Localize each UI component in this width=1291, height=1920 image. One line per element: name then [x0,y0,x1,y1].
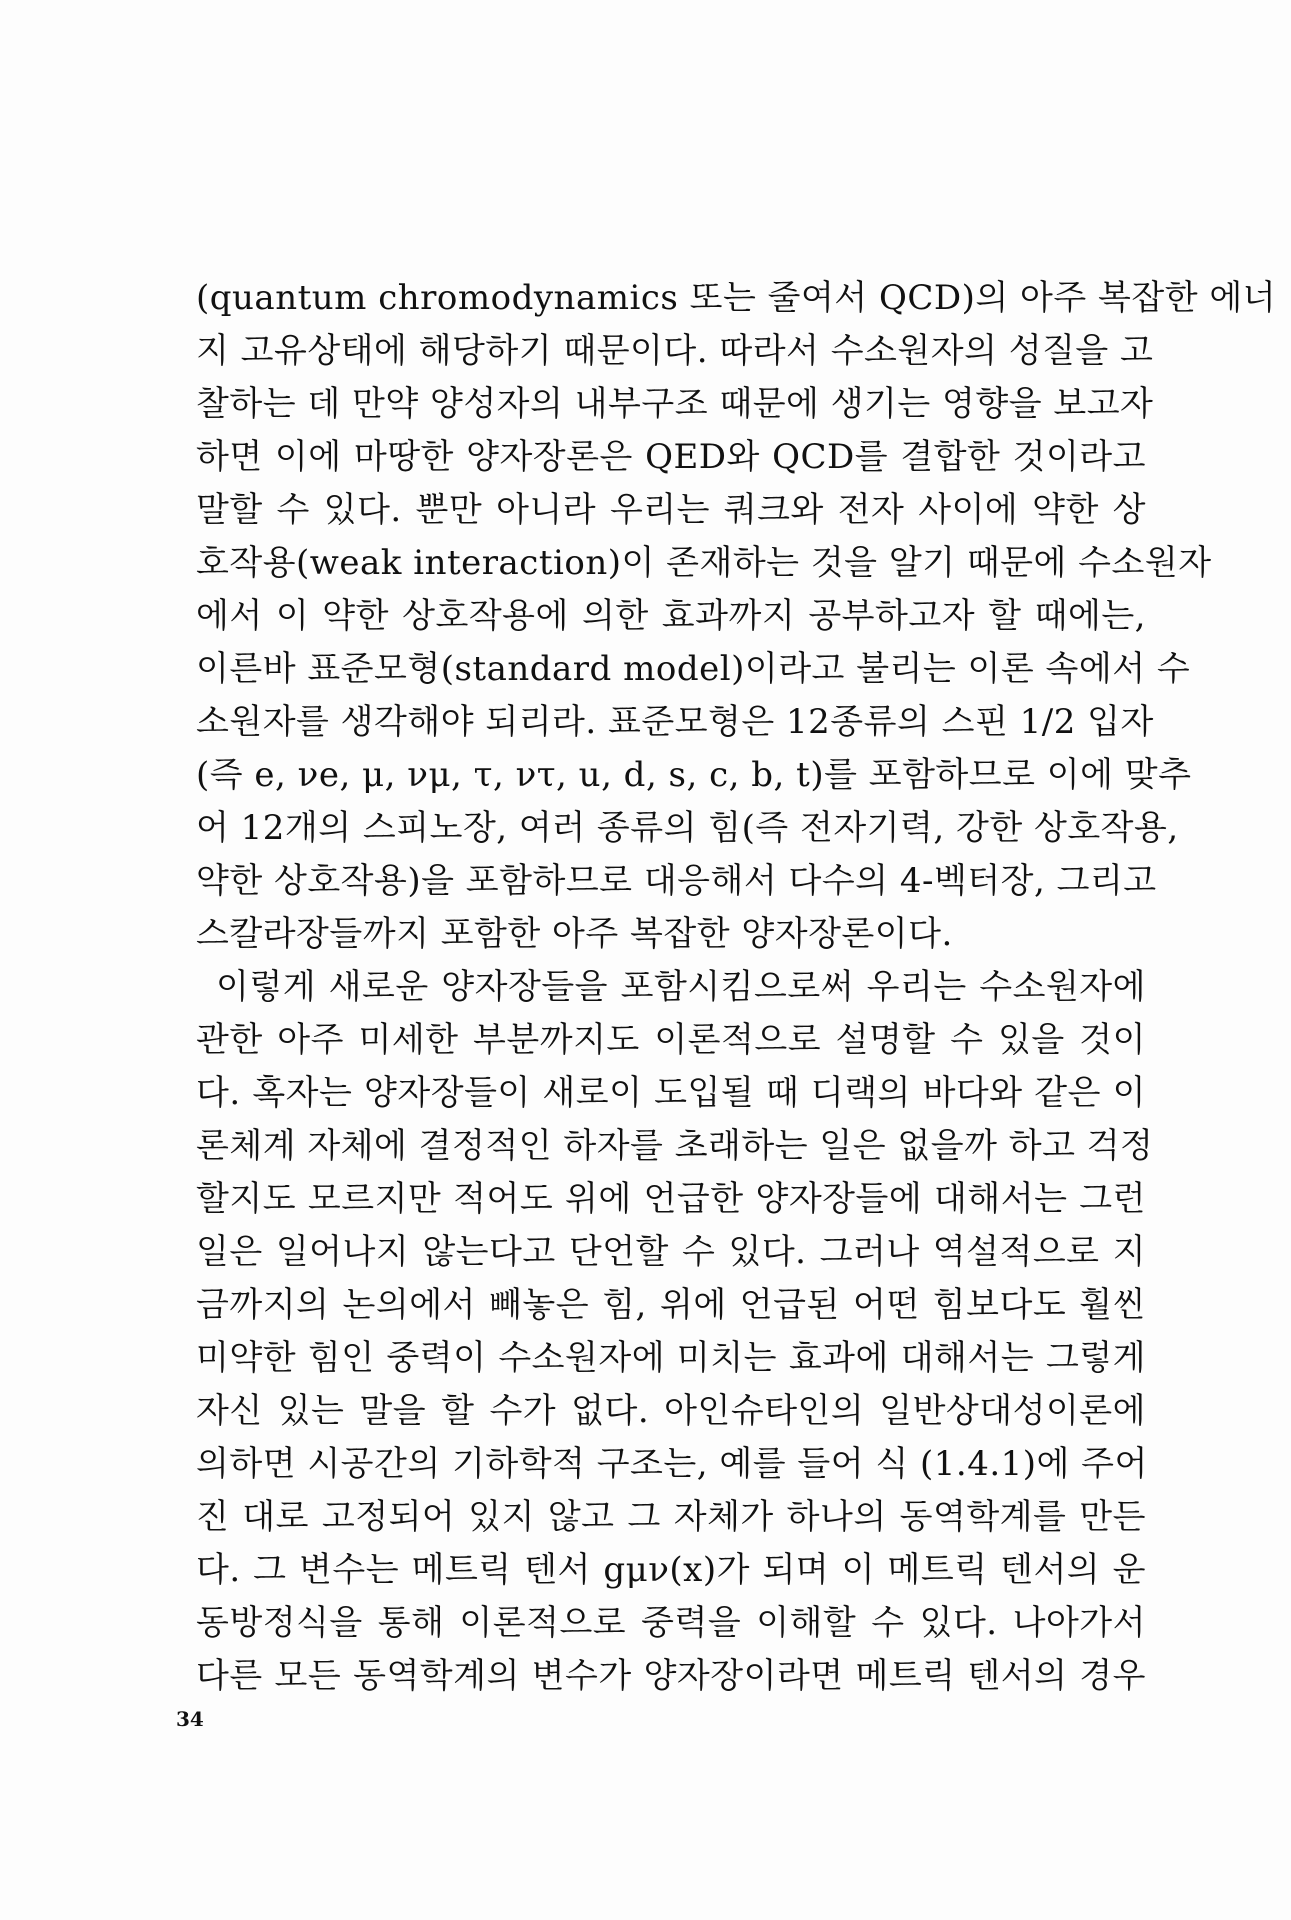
text-line: 호작용(weak interaction)이 존재하는 것을 알기 때문에 수소원자 [196,543,1212,583]
text-line: 소원자를 생각해야 되리라. 표준모형은 12종류의 스핀 1/2 입자 [196,702,1154,742]
page-number: 34 [176,1707,204,1731]
text-line: 관한 아주 미세한 부분까지도 이론적으로 설명할 수 있을 것이 [196,1020,1146,1060]
text-line: 말할 수 있다. 뿐만 아니라 우리는 쿼크와 전자 사이에 약한 상 [196,490,1146,530]
text-line: 일은 일어나지 않는다고 단언할 수 있다. 그러나 역설적으로 지 [196,1232,1146,1272]
text-line: 이렇게 새로운 양자장들을 포함시킴으로써 우리는 수소원자에 [216,967,1146,1007]
text-line: 스칼라장들까지 포함한 아주 복잡한 양자장론이다. [196,914,953,954]
text-line: (즉 e, νe, μ, νμ, τ, ντ, u, d, s, c, b, t)를 포함하므로 이에 맞추 [196,755,1192,795]
text-line: 에서 이 약한 상호작용에 의한 효과까지 공부하고자 할 때에는, [196,596,1146,636]
text-line: 동방정식을 통해 이론적으로 중력을 이해할 수 있다. 나아가서 [196,1603,1146,1643]
text-line: 다른 모든 동역학계의 변수가 양자장이라면 메트릭 텐서의 경우 [196,1656,1146,1696]
text-line: 할지도 모르지만 적어도 위에 언급한 양자장들에 대해서는 그런 [196,1179,1146,1219]
text-line: 찰하는 데 만약 양성자의 내부구조 때문에 생기는 영향을 보고자 [196,384,1154,424]
text-line: 자신 있는 말을 할 수가 없다. 아인슈타인의 일반상대성이론에 [196,1391,1146,1431]
text-line: 하면 이에 마땅한 양자장론은 QED와 QCD를 결합한 것이라고 [196,437,1146,477]
text-line: 이른바 표준모형(standard model)이라고 불리는 이론 속에서 수 [196,649,1191,689]
text-line: 진 대로 고정되어 있지 않고 그 자체가 하나의 동역학계를 만든 [196,1497,1146,1537]
body-text [196,272,1277,1703]
text-line: 어 12개의 스피노장, 여러 종류의 힘(즉 전자기력, 강한 상호작용, [196,808,1179,848]
text-line: 다. 혹자는 양자장들이 새로이 도입될 때 디랙의 바다와 같은 이 [196,1073,1146,1113]
text-line: 지 고유상태에 해당하기 때문이다. 따라서 수소원자의 성질을 고 [196,331,1154,371]
text-line: 미약한 힘인 중력이 수소원자에 미치는 효과에 대해서는 그렇게 [196,1338,1146,1378]
text-line: 론체계 자체에 결정적인 하자를 초래하는 일은 없을까 하고 걱정 [196,1126,1154,1166]
text-line: (quantum chromodynamics 또는 줄여서 QCD)의 아주 복잡한 에너 [196,278,1277,318]
text-line: 다. 그 변수는 메트릭 텐서 gμν(x)가 되며 이 메트릭 텐서의 운 [196,1550,1146,1590]
text-line: 금까지의 논의에서 빼놓은 힘, 위에 언급된 어떤 힘보다도 훨씬 [196,1285,1146,1325]
text-line: 의하면 시공간의 기하학적 구조는, 예를 들어 식 (1.4.1)에 주어 [196,1444,1148,1484]
text-line: 약한 상호작용)을 포함하므로 대응해서 다수의 4-벡터장, 그리고 [196,861,1157,901]
